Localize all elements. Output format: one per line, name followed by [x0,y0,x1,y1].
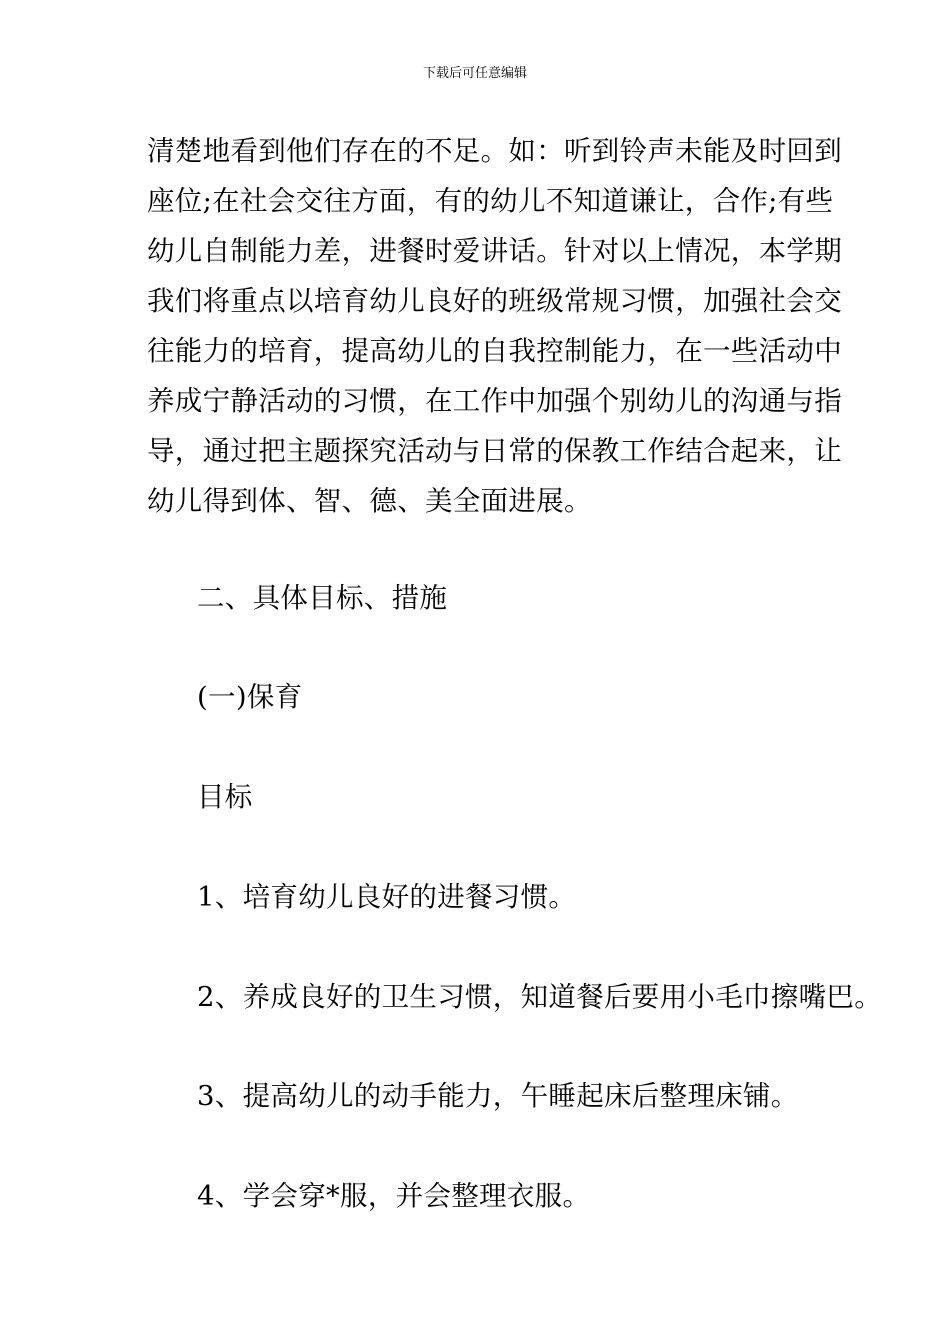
paragraph-line: 养成宁静活动的习惯，在工作中加强个别幼儿的沟通与指 [147,385,842,417]
goal-item: 4、学会穿*服，并会整理衣服。 [197,1180,591,1212]
goal-item: 3、提高幼儿的动手能力，午睡起床后整理床铺。 [197,1080,799,1112]
paragraph-line: 清楚地看到他们存在的不足。如：听到铃声未能及时回到 [147,135,842,167]
paragraph-line: 幼儿自制能力差，进餐时爱讲话。针对以上情况，本学期 [147,235,842,267]
paragraph-line: 座位;在社会交往方面，有的幼儿不知道谦让，合作;有些 [147,185,834,217]
paragraph-line: 幼儿得到体、智、德、美全面进展。 [147,485,592,517]
goal-item: 2、养成良好的卫生习惯，知道餐后要用小毛巾擦嘴巴。 [197,981,882,1013]
body-paragraph [147,126,842,526]
goal-item: 1、培育幼儿良好的进餐习惯。 [197,881,577,913]
section-subheading: (一)保育 [197,681,303,713]
section-heading: 二、具体目标、措施 [197,582,448,614]
paragraph-line: 我们将重点以培育幼儿良好的班级常规习惯，加强社会交 [147,285,842,317]
paragraph-line: 往能力的培育，提高幼儿的自我控制能力，在一些活动中 [147,335,842,367]
paragraph-line: 导，通过把主题探究活动与日常的保教工作结合起来，让 [147,435,842,467]
page-header: 下载后可任意编辑 [422,66,527,81]
goal-label: 目标 [197,781,253,813]
